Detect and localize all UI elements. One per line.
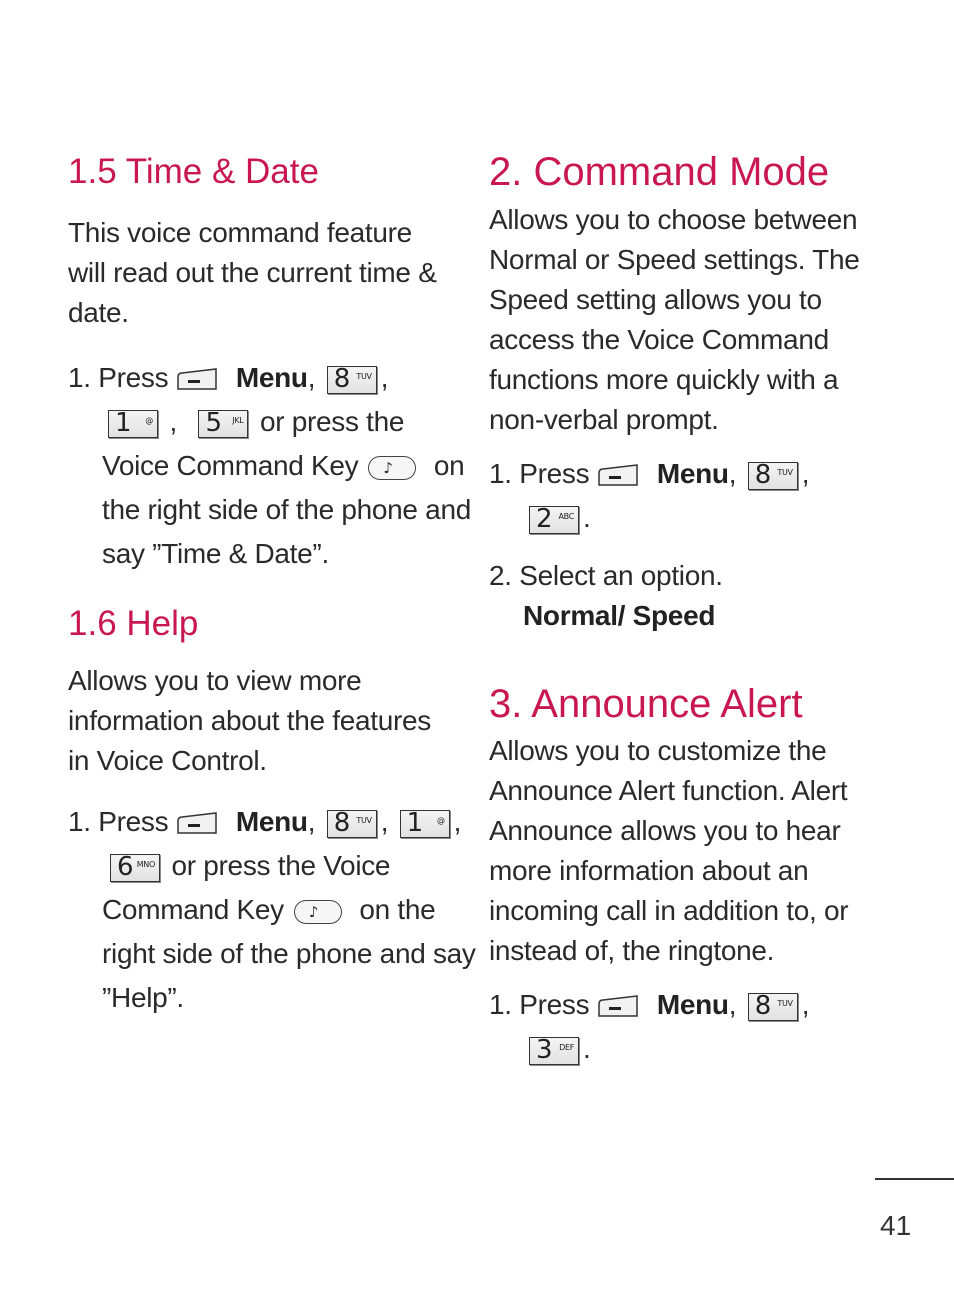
desc-line: Allows you to customize the [489, 735, 827, 766]
left-soft-key-icon [176, 367, 220, 393]
on-text: on [433, 450, 465, 481]
desc-line: will read out the current time & [68, 257, 437, 288]
key-8-icon [327, 807, 377, 838]
or-press-text: or press the [259, 406, 405, 437]
step-line [489, 496, 809, 540]
on-the-text: on the [359, 894, 436, 925]
period: . [583, 1033, 591, 1064]
desc-line: instead of, the ringtone. [489, 935, 775, 966]
desc-line: Allows you to choose between [489, 204, 858, 235]
desc-line: information about the features [68, 705, 432, 736]
desc-line: Normal or Speed settings. The [489, 244, 860, 275]
key-3-icon [529, 1034, 579, 1065]
key-digit: 1 [115, 407, 132, 438]
key-8-icon [327, 363, 377, 394]
step-number: 2. [489, 560, 512, 591]
key-letters: TUV [356, 371, 372, 381]
step-line: say ”Time & Date”. [102, 538, 329, 569]
key-8-icon [748, 459, 798, 490]
section-1-5-steps [68, 356, 471, 576]
section-2-heading: 2. Command Mode [489, 150, 830, 194]
key-8-icon [748, 990, 798, 1021]
desc-line: more information about an [489, 855, 809, 886]
key-2-icon [529, 503, 579, 534]
key-digit: 1 [406, 807, 423, 838]
key-digit: 6 [117, 851, 134, 882]
step-number: 1. [489, 458, 512, 489]
left-soft-key-icon [597, 994, 641, 1020]
key-6-icon [110, 851, 160, 882]
section-1-6-description [68, 661, 431, 781]
comma: , [728, 989, 737, 1020]
menu-label: Menu [656, 458, 729, 489]
step-line [68, 888, 476, 932]
menu-label: Menu [656, 989, 729, 1020]
desc-line: incoming call in addition to, or [489, 895, 849, 926]
page-number: 41 [880, 1210, 912, 1241]
step-line [68, 800, 476, 844]
desc-line: in Voice Control. [68, 745, 267, 776]
key-1-icon [400, 807, 450, 838]
step-line [489, 1027, 809, 1071]
key-letters: TUV [777, 998, 793, 1008]
step-number: 1. [68, 362, 91, 393]
menu-label: Menu [235, 362, 308, 393]
or-press-text: or press the Voice [171, 850, 391, 881]
desc-line: Announce allows you to hear [489, 815, 841, 846]
press-text: Press [98, 362, 169, 393]
key-letters: @ [145, 415, 153, 425]
key-digit: 2 [536, 503, 553, 534]
key-digit: 3 [536, 1034, 553, 1065]
desc-line: This voice command feature [68, 217, 412, 248]
step-number: 1. [489, 989, 512, 1020]
section-3-steps [489, 983, 809, 1071]
footer-rule [875, 1178, 954, 1180]
step-line [489, 983, 809, 1027]
left-soft-key-icon [176, 811, 220, 837]
comma: , [380, 806, 389, 837]
left-soft-key-icon [597, 463, 641, 489]
press-text: Press [98, 806, 169, 837]
press-text: Press [519, 458, 590, 489]
key-digit: 8 [754, 459, 771, 490]
comma: , [380, 362, 389, 393]
section-1-6-steps [68, 800, 476, 1020]
step-line [489, 452, 809, 496]
step-line [68, 400, 471, 444]
step-line: right side of the phone and say [102, 938, 476, 969]
desc-line: Announce Alert function. Alert [489, 775, 848, 806]
voice-command-key-icon: ♪ [294, 900, 342, 924]
desc-line: non-verbal prompt. [489, 404, 719, 435]
desc-line: Speed setting allows you to [489, 284, 822, 315]
section-1-6-heading: 1.6 Help [68, 604, 199, 643]
step-number: 1. [68, 806, 91, 837]
comma: , [307, 362, 316, 393]
menu-label: Menu [235, 806, 308, 837]
press-text: Press [519, 989, 590, 1020]
section-2-description [489, 200, 860, 440]
voice-command-key-icon: ♪ [368, 456, 416, 480]
key-letters: @ [436, 815, 445, 825]
voice-command-key-text: Voice Command Key [102, 450, 359, 481]
period: . [583, 502, 591, 533]
key-letters: ABC [558, 511, 574, 521]
key-digit: 8 [754, 990, 771, 1021]
command-key-text: Command Key [102, 894, 284, 925]
key-letters: TUV [777, 467, 793, 477]
key-5-icon [198, 407, 248, 438]
step-line [489, 556, 723, 596]
comma: , [169, 406, 177, 437]
step-line: the right side of the phone and [102, 494, 471, 525]
comma: , [801, 989, 810, 1020]
key-letters: TUV [356, 815, 372, 825]
section-3-description [489, 731, 848, 971]
desc-line: functions more quickly with a [489, 364, 839, 395]
comma: , [307, 806, 316, 837]
key-digit: 8 [333, 807, 350, 838]
key-digit: 5 [205, 407, 222, 438]
key-letters: DEF [559, 1042, 574, 1052]
key-letters: MNO [136, 859, 155, 869]
comma: , [801, 458, 810, 489]
step-line [489, 596, 723, 636]
key-1-icon [108, 407, 158, 438]
desc-line: Allows you to view more [68, 665, 362, 696]
section-3-heading: 3. Announce Alert [489, 682, 803, 726]
step-line [68, 356, 471, 400]
options-label: Normal/ Speed [523, 600, 716, 631]
section-2-step-2 [489, 556, 723, 636]
comma: , [453, 806, 462, 837]
comma: , [728, 458, 737, 489]
key-letters: JKL [232, 415, 244, 425]
step-line [68, 844, 476, 888]
desc-line: access the Voice Command [489, 324, 829, 355]
section-2-steps [489, 452, 809, 540]
desc-line: date. [68, 297, 129, 328]
key-digit: 8 [333, 363, 350, 394]
section-1-5-heading: 1.5 Time & Date [68, 152, 319, 191]
step-text: Select an option. [519, 560, 723, 591]
section-1-5-description [68, 213, 437, 333]
step-line [68, 444, 471, 488]
step-line: ”Help”. [102, 982, 184, 1013]
